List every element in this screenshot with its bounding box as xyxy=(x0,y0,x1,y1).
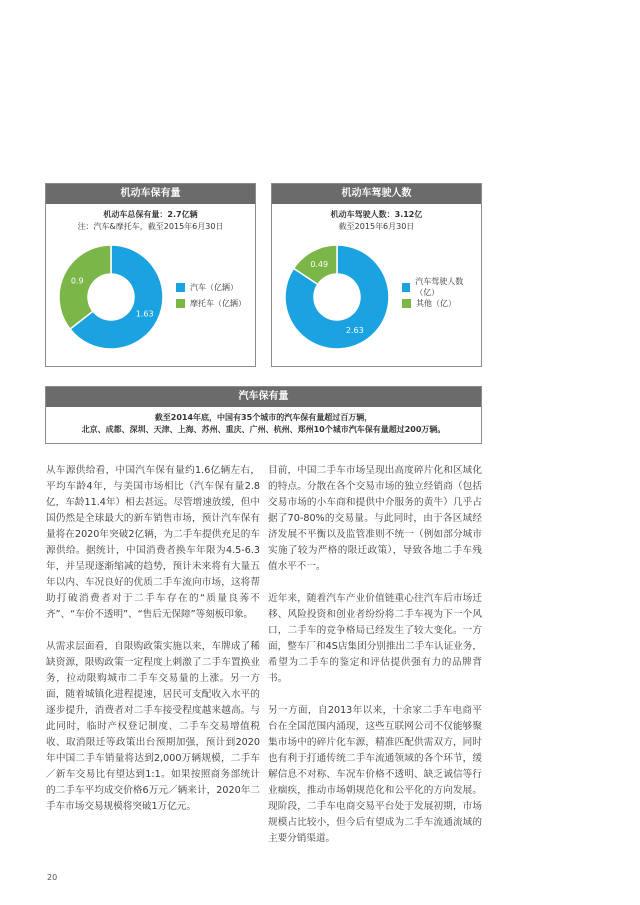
page-number: 20 xyxy=(47,873,58,882)
car-ownership-panel xyxy=(45,386,482,444)
legend-swatch xyxy=(176,299,185,308)
body-right-column xyxy=(268,463,482,863)
donut-chart-vehicles xyxy=(56,242,166,352)
legend-item: 汽车驾驶人数（亿） xyxy=(402,279,481,295)
body-left-column xyxy=(46,463,260,831)
chart-panel-drivers xyxy=(271,183,482,367)
chart-panel-vehicles xyxy=(45,183,256,367)
legend-swatch xyxy=(176,283,185,292)
panel-title: 机动车保有量 xyxy=(46,184,255,204)
legend-swatch xyxy=(402,283,410,292)
legend-item: 其他（亿） xyxy=(402,295,481,311)
slice-label-1: 0.49 xyxy=(310,259,329,269)
donut-slice-1 xyxy=(59,245,111,329)
legend-swatch xyxy=(402,299,411,308)
panel-text: 截至2014年底，中国有35个城市的汽车保有量超过百万辆， 北京、成都、深圳、天津、上海、苏州、重庆、广州、杭州、郑州10个城市汽车保有量超过200万辆。 xyxy=(81,413,446,434)
paragraph: 从需求层面看，自限购政策实施以来，车牌成了稀缺资源，限购政策一定程度上刺激了二手车置换业务，拉动限购城市二手车交易量的上涨。另一方面，随着城镇化进程提速，居民可支配收入水平的逐步提升，消费者对二手车接受程度越来越高。与此同时，临时产权登记制度、二手车交易增值税收、取消限迁等政策出台预期加强，预计到2020年中国二手车销量将达到2,000万辆规模，二手车／新车交易比有望达到1:1。如果按照商务部统计的二手车平均成交价格6万元／辆来计，2020年二手车市场交易规模将突破1万亿元。 xyxy=(46,641,260,812)
legend-item: 摩托车（亿辆） xyxy=(176,295,246,311)
slice-label-0: 1.63 xyxy=(135,309,154,319)
panel-subtitle: 机动车驾驶人数：3.12亿 截至2015年6月30日 xyxy=(330,210,423,231)
panel-subtitle: 机动车总保有量：2.7亿辆 注：汽车&摩托车，截至2015年6月30日 xyxy=(77,210,224,231)
paragraph: 从车源供给看，中国汽车保有量约1.6亿辆左右，平均车龄4年，与美国市场相比（汽车保有量2.8亿，车龄11.4年）相去甚远。尽管增速放缓，但中国仍然是全球最大的新车销售市场，预计汽车保有量将在2020年突破2亿辆，为二手车提供充足的车源供给。据统计，中国消费者换车年限为4.5-6.3年，并呈现逐渐缩减的趋势，预计未来将有大量五年以内、车况良好的优质二手车流向市场，这将帮助打破消费者对于二手车存在的“质量良莠不齐”、“车价不透明”、“售后无保障”等刻板印象。 xyxy=(46,465,260,620)
paragraph: 另一方面，自2013年以来，十余家二手车电商平台在全国范围内涌现，这些互联网公司不仅能够聚集市场中的碎片化车源，精准匹配供需双方，同时也有利于打通传统二手车流通领域的各个环节，缓解信息不对称、车况车价格不透明、缺乏诚信等行业痼疾，推动市场朝规范化和公平化的方向发展。现阶段，二手车电商交易平台处于发展初期，市场规模占比较小，但今后有望成为二手车流通流域的主要分销渠道。 xyxy=(268,705,482,844)
legend xyxy=(402,279,481,311)
donut-chart-drivers xyxy=(282,242,392,352)
slice-label-0: 2.63 xyxy=(345,326,364,336)
paragraph: 近年来，随着汽车产业价值链重心往汽车后市场迁移、风险投资和创业者纷纷将二手车视为下一个风口，二手车的竞争格局已经发生了较大变化。一方面，整车厂和4S店集团分别推出二手车认证业务，希望为二手车的鉴定和评估提供强有力的品牌背书。 xyxy=(268,593,482,684)
panel-title: 机动车驾驶人数 xyxy=(272,184,481,204)
legend xyxy=(176,279,246,311)
legend-item: 汽车（亿辆） xyxy=(176,279,246,295)
panel-title: 汽车保有量 xyxy=(46,387,481,407)
slice-label-1: 0.9 xyxy=(70,276,84,286)
paragraph: 目前，中国二手车市场呈现出高度碎片化和区域化的特点。分散在各个交易市场的独立经销商（包括交易市场的小车商和提供中介服务的黄牛）几乎占据了70-80%的交易量。与此同时，由于各区域经济发展不平衡以及监管准则不统一（例如部分城市实施了较为严格的限迁政策），导致各地二手车残值水平不一。 xyxy=(268,465,482,572)
